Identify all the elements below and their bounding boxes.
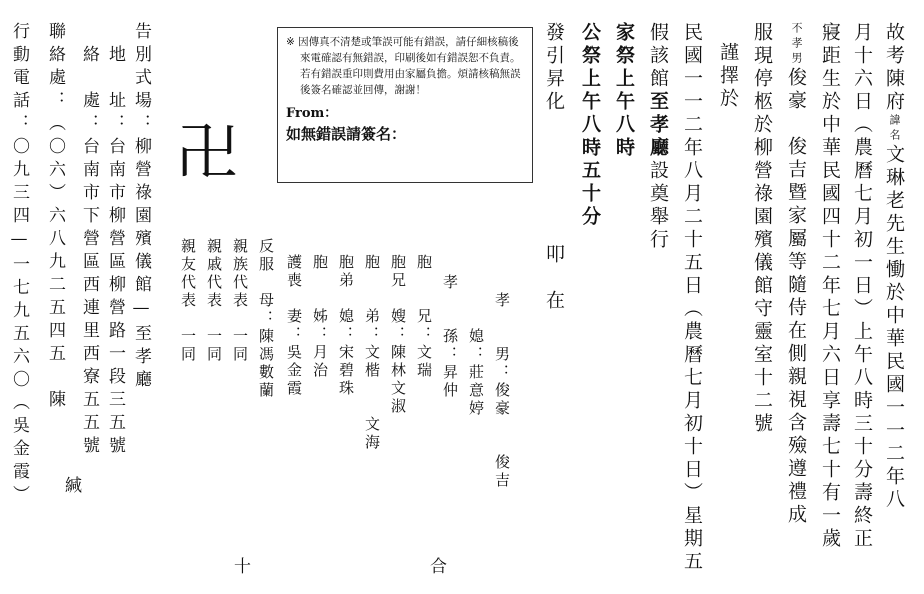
family-entry-younger-brother-wife: 胞弟 媳：宋碧珠 [337, 254, 355, 398]
proof-notice-text: ※ 因傳真不清楚或筆誤可能有錯誤，請仔細核稿後來電確認有無錯誤，印刷後如有錯誤恕不負責。若有錯誤重印則費用由家屬負擔。煩請核稿無誤後簽名確認並回傳，謝謝！ [286, 36, 521, 96]
family-entry-mother: 反服 母：陳馮數蘭 [257, 238, 275, 400]
obituary-line-5: 服現停柩於柳營祿園殯儀館守靈室十二號 [751, 22, 773, 436]
family-entry-younger-brothers: 胞 弟：文楷 文海 [363, 254, 381, 452]
family-entry-elder-brother-wife: 胞兄 嫂：陳林文淑 [389, 254, 407, 416]
public-service-time: 公祭上午八時五十分 [579, 22, 601, 229]
family-entry-grandson: 孝 孫：昇仲 [441, 274, 459, 400]
sender-seal-char: 緘 [61, 476, 81, 499]
contact-office: 絡 處：台南市下營區西連里西寮五五號 [79, 22, 99, 459]
family-entry-relative-representatives: 親戚代表 一同 [205, 238, 223, 364]
footer-mark-right: 合 [430, 557, 447, 577]
procession-line: 發引昇化 [543, 22, 565, 114]
obituary-line-7: 民國一一二年八月二十五日（農曆七月初十日）星期五 [681, 22, 703, 574]
from-label: From： [286, 106, 338, 121]
signature-label: 如無錯誤請簽名： [286, 125, 407, 143]
obituary-line-4: 不孝男俊豪 俊吉暨家屬等隨侍在側親視含殮遵禮成 [785, 22, 807, 527]
respect-char-1: 叩 [543, 244, 565, 267]
mobile-phone: 行動電話：〇九三四—一七九五六〇（吳金霞） [9, 22, 29, 508]
manji-symbol: 卍 [176, 116, 239, 189]
obituary-line-6: 謹擇於 [717, 42, 739, 111]
footer-mark-left: 十 [234, 557, 251, 577]
respect-char-2: 在 [543, 290, 565, 313]
contact-phone-line: 聯絡處：（〇六）六八九二五四五 陳 [45, 22, 65, 413]
funeral-venue: 告別式場：柳營祿園殯儀館—至孝廳 [131, 22, 151, 393]
obituary-line-3: 寢距生於中華民國四十二年七月六日享壽七十有一歲 [819, 22, 841, 551]
family-entry-clan-representatives: 親族代表 一同 [231, 238, 249, 364]
family-entry-elder-sister: 胞 姊：月治 [311, 254, 329, 380]
family-entry-elder-brother: 胞 兄：文瑞 [415, 254, 433, 380]
proof-notice-box [277, 27, 533, 183]
family-entry-daughter-in-law: 媳：莊意婷 [467, 292, 485, 418]
obituary-line-1: 故考陳府諱名文琳老先生慟於中華民國一一二年八 [883, 22, 905, 512]
venue-address: 地 址：台南市柳營區柳營路一段三五號 [105, 22, 125, 459]
family-entry-wife: 護喪 妻：吳金霞 [285, 254, 303, 398]
family-entry-sons: 孝 男：俊豪 俊吉 [493, 292, 511, 490]
family-service-time: 家祭上午八時 [613, 22, 635, 160]
obituary-line-2: 月十六日（農曆七月初一日）上午八時三十分壽終正 [851, 22, 873, 551]
family-entry-friend-representatives: 親友代表 一同 [179, 238, 197, 364]
obituary-line-8: 假該館至孝廳設奠舉行 [647, 22, 669, 252]
